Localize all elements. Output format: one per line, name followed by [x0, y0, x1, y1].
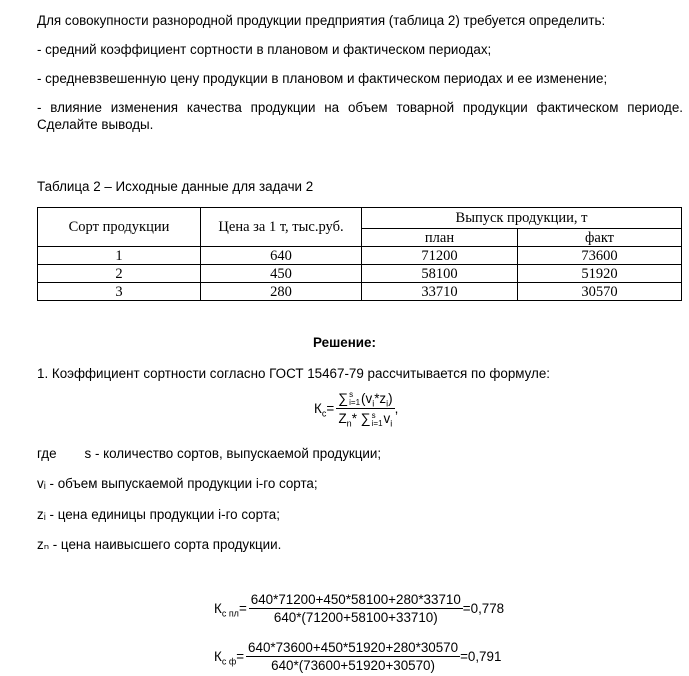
definition-v: vᵢ - объем выпускаемой продукции i-го сорта; [37, 476, 318, 491]
cell-fact: 73600 [518, 247, 682, 265]
table-row [38, 247, 682, 265]
where-line: где s - количество сортов, выпускаемой продукции; [37, 446, 382, 461]
intro-text: Для совокупности разнородной продукции предприятия (таблица 2) требуется определить: [37, 13, 606, 28]
cell-price: 640 [201, 247, 362, 265]
cell-grade: 2 [38, 265, 201, 283]
cell-plan: 33710 [362, 283, 518, 301]
step-1-text: 1. Коэффициент сортности согласно ГОСТ 15467-79 рассчитывается по формуле: [37, 366, 551, 381]
table-row [38, 265, 682, 283]
header-price: Цена за 1 т, тыс.руб. [201, 208, 362, 247]
header-grade: Сорт продукции [38, 208, 201, 247]
cell-price: 280 [201, 283, 362, 301]
header-output: Выпуск продукции, т [362, 208, 682, 229]
header-plan: план [362, 229, 518, 247]
header-fact: факт [518, 229, 682, 247]
table-row [38, 283, 682, 301]
task-item: - средневзвешенную цену продукции в плановом и фактическом периодах и ее изменение; [37, 71, 608, 86]
cell-price: 450 [201, 265, 362, 283]
cell-plan: 58100 [362, 265, 518, 283]
table-caption: Таблица 2 – Исходные данные для задачи 2 [37, 179, 314, 194]
calc-plan: $К_{с пл}=$ $\frac{640*71200+450*58100+280*33710}{640*(71200+58100+33710)}$ =0,778 [214, 592, 505, 625]
definition-z: zᵢ - цена единицы продукции i-го сорта; [37, 507, 280, 522]
sortness-formula: $К_c=$ ∑ s i=1 $(v_i*z_i)$ $Z_n*$ ∑ s i=1 $v_i$ , [314, 390, 399, 430]
cell-fact: 51920 [518, 265, 682, 283]
source-data-table [37, 207, 682, 301]
cell-grade: 1 [38, 247, 201, 265]
task-item: - влияние изменения качества продукции на объем товарной продукции фактическом периоде. Сделайте выводы. [37, 100, 683, 132]
task-item: - средний коэффициент сортности в плановом и фактическом периодах; [37, 42, 492, 57]
cell-plan: 71200 [362, 247, 518, 265]
solution-heading: Решение: [313, 335, 376, 350]
definition-zn: zₙ - цена наивысшего сорта продукции. [37, 537, 282, 552]
cell-grade: 3 [38, 283, 201, 301]
calc-fact: $К_{с ф}=$ $\frac{640*73600+450*51920+280*30570}{640*(73600+51920+30570)}$ =0,791 [214, 640, 502, 673]
cell-fact: 30570 [518, 283, 682, 301]
